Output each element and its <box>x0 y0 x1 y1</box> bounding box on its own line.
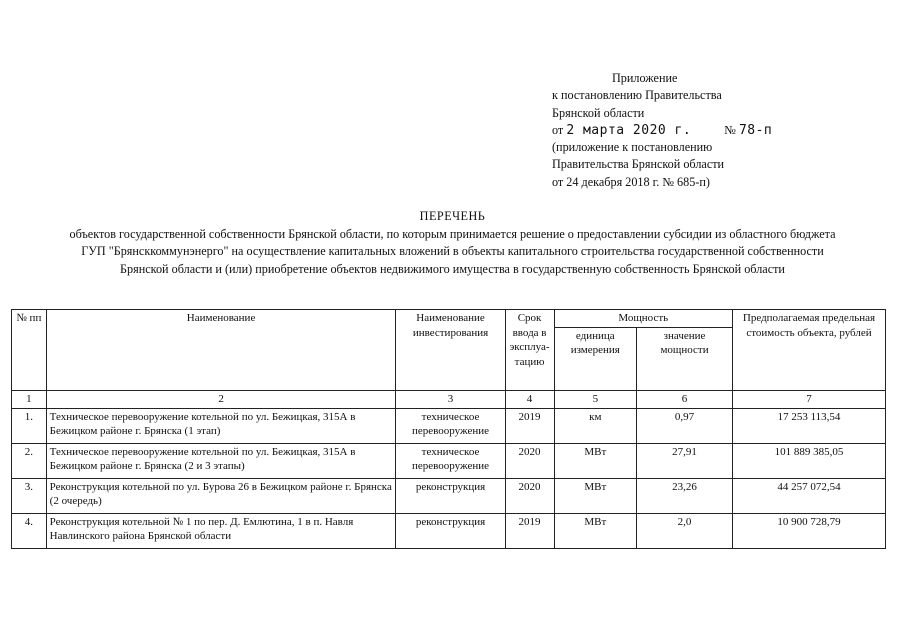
index-cell: 2 <box>46 390 396 408</box>
cell-no: 4. <box>12 513 47 548</box>
appendix-title: Приложение <box>612 71 678 85</box>
index-cell: 1 <box>12 390 47 408</box>
cell-term: 2019 <box>505 408 554 443</box>
cell-value: 23,26 <box>637 478 733 513</box>
cell-no: 3. <box>12 478 47 513</box>
cell-value: 27,91 <box>637 443 733 478</box>
cell-no: 2. <box>12 443 47 478</box>
cell-unit: МВт <box>554 443 637 478</box>
header-cost: Предполагаемая предельная стоимость объекта, рублей <box>732 310 885 391</box>
index-cell: 4 <box>505 390 554 408</box>
cell-value: 2,0 <box>637 513 733 548</box>
appendix-line-resolution: к постановлению Правительства <box>552 88 722 103</box>
header-value: значение мощности <box>637 327 733 390</box>
cell-unit: МВт <box>554 478 637 513</box>
cell-investment: реконструкция <box>396 513 505 548</box>
cell-cost: 17 253 113,54 <box>732 408 885 443</box>
appendix-block <box>552 70 882 191</box>
header-unit: единица измерения <box>554 327 637 390</box>
cell-investment: техническое перевооружение <box>396 408 505 443</box>
cell-term: 2020 <box>505 443 554 478</box>
document-title-block <box>20 208 885 278</box>
cell-investment: реконструкция <box>396 478 505 513</box>
header-capacity: Мощность <box>554 310 732 328</box>
cell-name: Реконструкция котельной № 1 по пер. Д. Емлютина, 1 в п. Навля Навлинского района Брянской области <box>46 513 396 548</box>
index-cell: 6 <box>637 390 733 408</box>
appendix-line-region: Брянской области <box>552 105 645 120</box>
appendix-date-line <box>552 122 882 139</box>
cell-value: 0,97 <box>637 408 733 443</box>
document-heading: ПЕРЕЧЕНЬ <box>419 209 486 223</box>
cell-name: Реконструкция котельной по ул. Бурова 26 в Бежицком районе г. Брянска (2 очередь) <box>46 478 396 513</box>
cell-term: 2019 <box>505 513 554 548</box>
cell-unit: МВт <box>554 513 637 548</box>
handwritten-date: 2 марта 2020 г. <box>566 122 692 138</box>
cell-term: 2020 <box>505 478 554 513</box>
table-row <box>12 408 886 443</box>
header-investment: Наименование инвестирования <box>396 310 505 391</box>
index-cell: 3 <box>396 390 505 408</box>
table-row <box>12 478 886 513</box>
title-line-1: объектов государственной собственности Брянской области, по которым принимается решение о предоставлении субсидии из областного бюджета <box>69 226 836 241</box>
cell-cost: 10 900 728,79 <box>732 513 885 548</box>
column-index-row <box>12 390 886 408</box>
header-no: № пп <box>12 310 47 391</box>
cell-cost: 101 889 385,05 <box>732 443 885 478</box>
appendix-line-government: Правительства Брянской области <box>552 157 725 172</box>
header-name: Наименование <box>46 310 396 391</box>
table-row <box>12 513 886 548</box>
title-line-2: ГУП "Брянсккоммунэнерго" на осуществление капитальных вложений в объекты капитального строительства государственной собственности <box>81 244 824 259</box>
number-label: № <box>724 122 736 137</box>
appendix-line-original: (приложение к постановлению <box>552 140 713 155</box>
header-term: Срок ввода в эксплуа-тацию <box>505 310 554 391</box>
cell-name: Техническое перевооружение котельной по ул. Бежицкая, 315А в Бежицком районе г. Брянска (1 этап) <box>46 408 396 443</box>
cell-name: Техническое перевооружение котельной по ул. Бежицкая, 315А в Бежицком районе г. Брянска (2 и 3 этапы) <box>46 443 396 478</box>
table-row <box>12 443 886 478</box>
cell-no: 1. <box>12 408 47 443</box>
date-prefix: от <box>552 122 564 137</box>
objects-table <box>11 309 886 549</box>
cell-unit: км <box>554 408 637 443</box>
cell-cost: 44 257 072,54 <box>732 478 885 513</box>
cell-investment: техническое перевооружение <box>396 443 505 478</box>
handwritten-number: 78-п <box>738 122 773 138</box>
index-cell: 7 <box>732 390 885 408</box>
appendix-line-original-date: от 24 декабря 2018 г. № 685-п) <box>552 174 710 189</box>
index-cell: 5 <box>554 390 637 408</box>
title-line-3: Брянской области и (или) приобретение объектов недвижимого имущества в государственную собственность Брянской области <box>120 261 785 276</box>
